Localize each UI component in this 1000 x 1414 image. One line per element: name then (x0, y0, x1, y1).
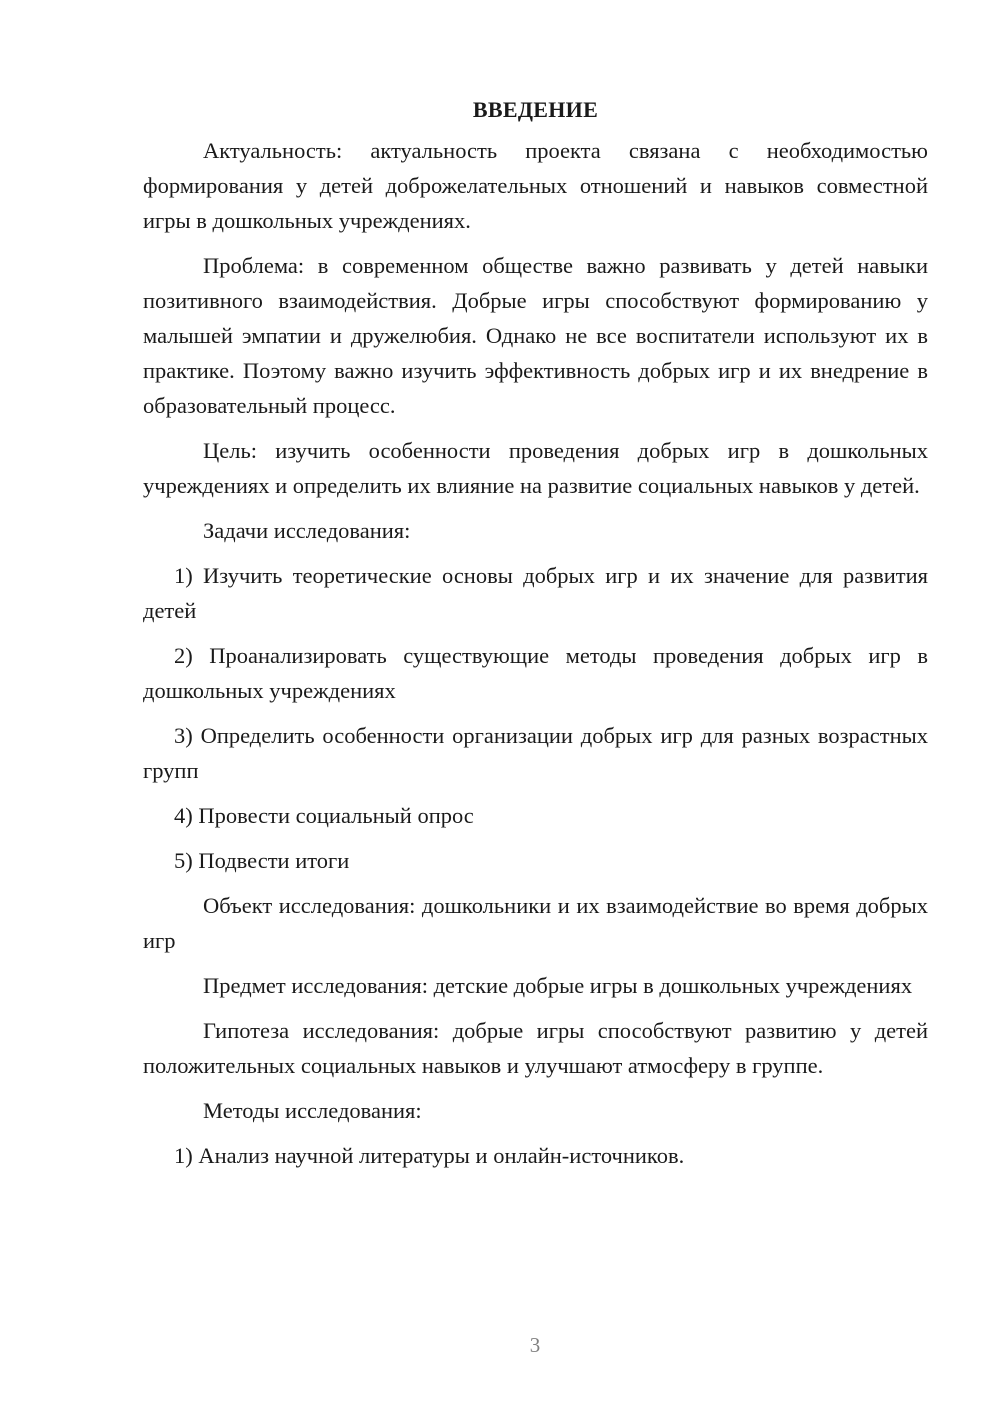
methods-heading: Методы исследования: (203, 1098, 422, 1123)
method-item: 1) Анализ научной литературы и онлайн-источников. (174, 1143, 685, 1168)
subject-paragraph: Предмет исследования: детские добрые игры в дошкольных учреждениях (203, 973, 913, 998)
object-paragraph: Объект исследования: дошкольники и их взаимодействие во время добрых игр (143, 893, 928, 953)
goal-paragraph: Цель: изучить особенности проведения добрых игр в дошкольных учреждениях и определить их влияние на развитие социальных навыков у детей. (143, 438, 928, 498)
relevance-paragraph: Актуальность: актуальность проекта связана с необходимостью формирования у детей доброжелательных отношений и навыков совместной игры в дошкольных учреждениях. (143, 138, 928, 233)
page-number: 3 (529, 1333, 541, 1357)
problem-paragraph: Проблема: в современном обществе важно развивать у детей навыки позитивного взаимодействия. Добрые игры способствуют формированию у малышей эмпатии и дружелюбия. Однако не все воспитатели используют их в практике. Поэтому важно изучить эффективность добрых игр и их внедрение в образовательный процесс. (143, 253, 928, 418)
task-item: 3) Определить особенности организации добрых игр для разных возрастных групп (143, 723, 928, 783)
section-title: ВВЕДЕНИЕ (472, 97, 599, 122)
hypothesis-paragraph: Гипотеза исследования: добрые игры способствуют развитию у детей положительных социальных навыков и улучшают атмосферу в группе. (143, 1018, 928, 1078)
task-item: 5) Подвести итоги (174, 848, 350, 873)
task-item: 1) Изучить теоретические основы добрых игр и их значение для развития детей (143, 563, 928, 623)
task-item: 4) Провести социальный опрос (174, 803, 474, 828)
page-content (143, 92, 928, 1183)
task-item: 2) Проанализировать существующие методы проведения добрых игр в дошкольных учреждениях (143, 643, 928, 703)
tasks-heading: Задачи исследования: (203, 518, 411, 543)
